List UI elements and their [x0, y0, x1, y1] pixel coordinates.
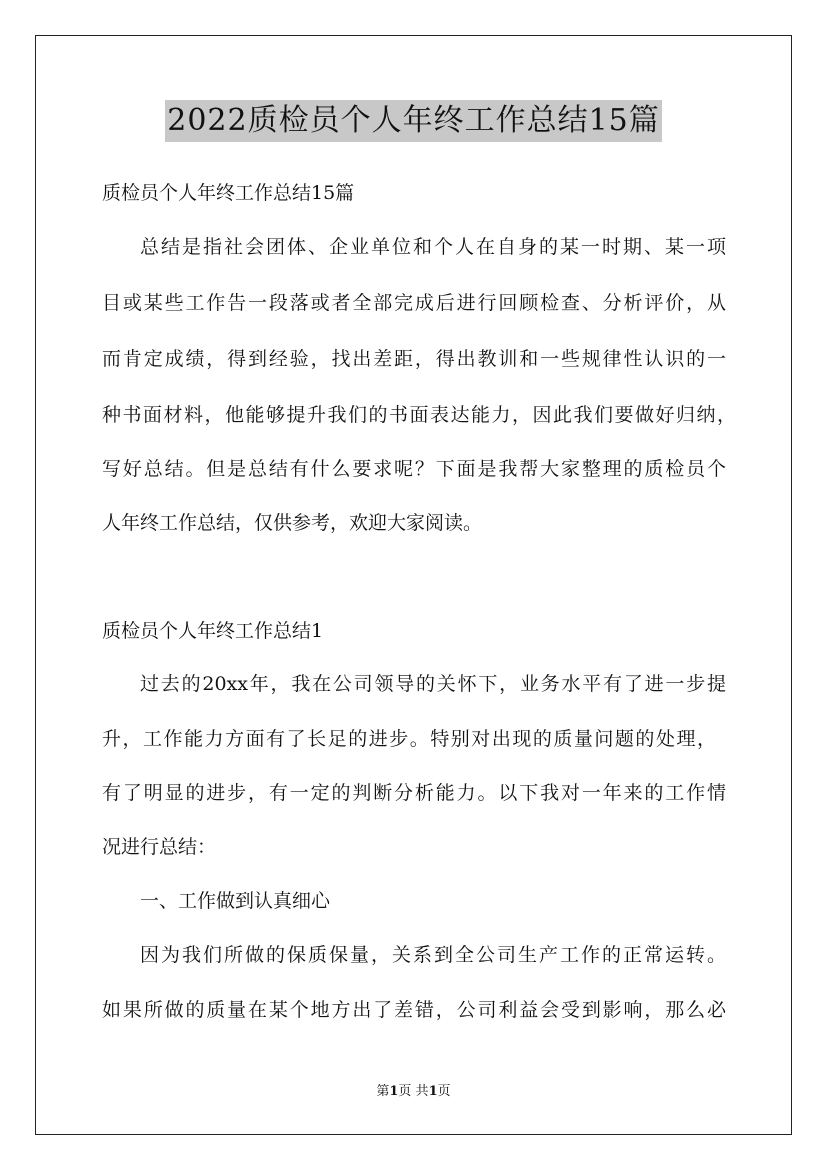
paragraph-line: 如果所做的质量在某个地方出了差错，公司利益会受到影响，那么必	[102, 999, 726, 1021]
intro-line: 种书面材料，他能够提升我们的书面表达能力，因此我们要做好归纳，	[102, 404, 736, 426]
paragraph-line: 因为我们所做的保质保量，关系到全公司生产工作的正常运转。	[140, 944, 726, 966]
paragraph-line: 有了明显的进步，有一定的判断分析能力。以下我对一年来的工作情	[102, 782, 726, 804]
footer-page-mid: 页 共	[398, 1084, 429, 1099]
paragraph-line: 况进行总结：	[102, 836, 217, 858]
intro-line: 人年终工作总结，仅供参考，欢迎大家阅读。	[102, 512, 483, 534]
footer-page-prefix: 第	[376, 1084, 390, 1099]
paragraph-line: 过去的20xx年，我在公司领导的关怀下，业务水平有了进一步提	[140, 673, 726, 695]
page-footer	[0, 1083, 827, 1101]
section-heading: 质检员个人年终工作总结1	[102, 620, 324, 642]
intro-line: 目或某些工作告一段落或者全部完成后进行回顾检查、分析评价，从	[102, 292, 726, 314]
footer-page-total: 1	[428, 1084, 438, 1099]
intro-line: 写好总结。但是总结有什么要求呢？下面是我帮大家整理的质检员个	[102, 458, 726, 480]
paragraph-line: 升，工作能力方面有了长足的进步。特别对出现的质量问题的处理，	[102, 728, 716, 750]
title-wrap	[0, 100, 827, 142]
footer-page-suffix: 页	[437, 1084, 451, 1099]
document-subtitle: 质检员个人年终工作总结15篇	[102, 182, 355, 204]
intro-line: 而肯定成绩，得到经验，找出差距，得出教训和一些规律性认识的一	[102, 348, 726, 370]
page-title: 2022质检员个人年终工作总结15篇	[165, 100, 662, 142]
intro-line: 总结是指社会团体、企业单位和个人在自身的某一时期、某一项	[140, 236, 726, 258]
footer-page-number: 1	[389, 1084, 399, 1099]
subheading: 一、工作做到认真细心	[140, 890, 331, 912]
